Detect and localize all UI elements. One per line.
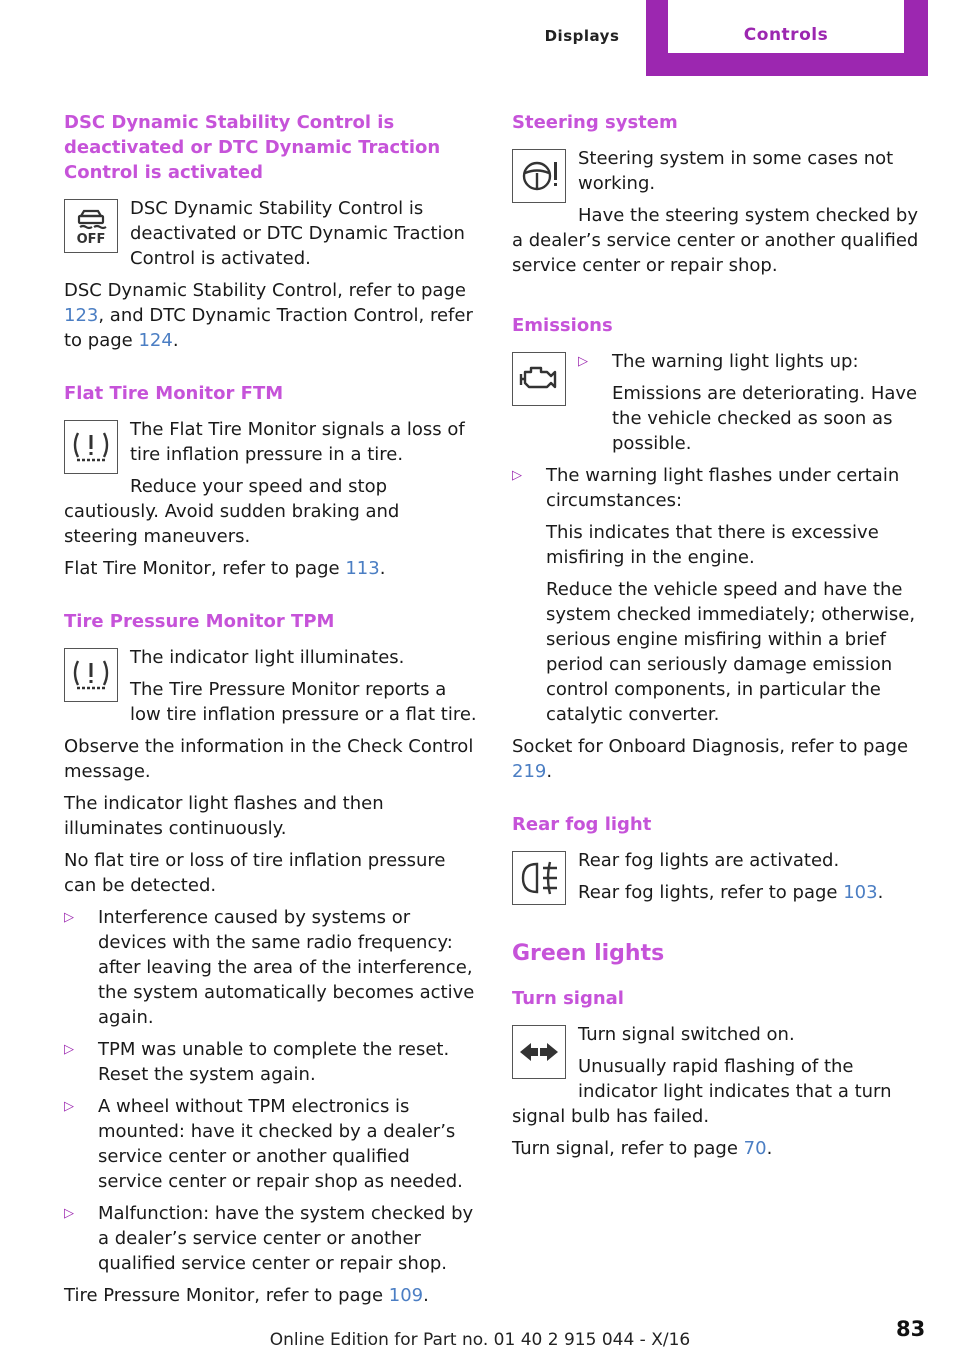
tpm-section bbox=[64, 609, 478, 1308]
tire-pressure-icon bbox=[64, 648, 118, 702]
tpm-text2: The Tire Pressure Monitor reports a low tire inflation pressure or a flat tire. bbox=[130, 679, 477, 725]
turn-ref: Turn signal, refer to page 70. bbox=[512, 1138, 773, 1159]
turn-heading: Turn signal bbox=[512, 988, 624, 1009]
green-lights-heading: Green lights bbox=[512, 941, 665, 966]
list-item: ▷ The warning light lights up: Emissions are deteriorating. Have the vehicle checked as soon as possible. bbox=[578, 349, 927, 456]
dsc-section bbox=[64, 110, 478, 353]
tpm-bullet-list bbox=[64, 905, 478, 1276]
dsc-off-icon bbox=[64, 199, 118, 253]
list-item: ▷ Malfunction: have the system checked by a dealer’s service center or another qualified service center or repair shop. bbox=[64, 1201, 478, 1276]
tpm-text5: No flat tire or loss of tire inflation pressure can be detected. bbox=[64, 850, 446, 896]
steering-section bbox=[512, 110, 927, 285]
svg-text:OFF: OFF bbox=[76, 232, 106, 246]
emissions-list-1 bbox=[578, 349, 927, 456]
emissions-section bbox=[512, 313, 927, 784]
tpm-heading: Tire Pressure Monitor TPM bbox=[64, 611, 335, 632]
ftm-heading: Flat Tire Monitor FTM bbox=[64, 383, 284, 404]
page-link-103[interactable]: 103 bbox=[843, 882, 878, 903]
page-link-109[interactable]: 109 bbox=[388, 1285, 424, 1306]
emissions-list-2 bbox=[512, 463, 927, 727]
turn-signal-icon bbox=[512, 1025, 566, 1079]
emissions-heading: Emissions bbox=[512, 315, 613, 336]
ftm-section bbox=[64, 381, 478, 581]
fog-section bbox=[512, 812, 927, 912]
ftm-ref: Flat Tire Monitor, refer to page 113. bbox=[64, 558, 386, 579]
fog-text1: Rear fog lights are activated. bbox=[578, 850, 840, 871]
list-item: ▷ The warning light flashes under certain circumstances: This indicates that there is excessive misfiring in the engine. Reduce the vehicle speed and have the system checked immediately; otherwise, serious engine misfiring within a brief period can seriously damage emission control components, in particular the catalytic converter. bbox=[512, 463, 927, 727]
page-link-123[interactable]: 123 bbox=[64, 305, 99, 326]
tab-displays[interactable]: Displays bbox=[544, 27, 620, 45]
dsc-heading: DSC Dynamic Stability Control is deactivated or DTC Dynamic Traction Control is activated bbox=[64, 112, 441, 183]
steering-text1: Steering system in some cases not working. bbox=[578, 148, 894, 194]
rear-fog-light-icon bbox=[512, 851, 566, 905]
page-link-113[interactable]: 113 bbox=[345, 558, 380, 579]
list-item: ▷ A wheel without TPM electronics is mounted: have it checked by a dealer’s service center or another qualified service center or repair shop as needed. bbox=[64, 1094, 478, 1194]
dsc-ref: DSC Dynamic Stability Control, refer to page 123, and DTC Dynamic Traction Control, refer to page 124. bbox=[64, 280, 473, 351]
steering-heading: Steering system bbox=[512, 112, 678, 133]
page-number: 83 bbox=[896, 1317, 926, 1341]
steering-text2: Have the steering system checked by a dealer’s service center or another qualified service center or repair shop. bbox=[512, 205, 919, 276]
engine-icon bbox=[512, 352, 566, 406]
list-item: ▷ TPM was unable to complete the reset. Reset the system again. bbox=[64, 1037, 478, 1087]
tpm-ref: Tire Pressure Monitor, refer to page 109. bbox=[64, 1285, 429, 1306]
fog-heading: Rear fog light bbox=[512, 814, 652, 835]
steering-wheel-warning-icon bbox=[512, 149, 566, 203]
page-link-70[interactable]: 70 bbox=[743, 1138, 767, 1159]
turn-text1: Turn signal switched on. bbox=[578, 1024, 795, 1045]
turn-signal-section bbox=[512, 986, 927, 1161]
emissions-ref: Socket for Onboard Diagnosis, refer to page 219. bbox=[512, 736, 909, 782]
ftm-text1: The Flat Tire Monitor signals a loss of tire inflation pressure in a tire. bbox=[130, 419, 465, 465]
tpm-text3: Observe the information in the Check Control message. bbox=[64, 736, 474, 782]
tab-controls[interactable] bbox=[646, 0, 928, 76]
fog-ref: Rear fog lights, refer to page 103. bbox=[578, 882, 884, 903]
tpm-text1: The indicator light illuminates. bbox=[130, 647, 405, 668]
list-item: ▷ Interference caused by systems or devices with the same radio frequency: after leaving the area of the interference, the system automatically becomes active again. bbox=[64, 905, 478, 1030]
page-link-124[interactable]: 124 bbox=[138, 330, 173, 351]
turn-text2: Unusually rapid flashing of the indicator light indicates that a turn signal bulb has failed. bbox=[512, 1056, 892, 1127]
page-link-219[interactable]: 219 bbox=[512, 761, 547, 782]
tpm-text4: The indicator light flashes and then illuminates continuously. bbox=[64, 793, 384, 839]
ftm-text2: Reduce your speed and stop cautiously. Avoid sudden braking and steering maneuvers. bbox=[64, 476, 400, 547]
tire-warning-icon bbox=[64, 420, 118, 474]
footer-edition: Online Edition for Part no. 01 40 2 915 044 - X/16 bbox=[269, 1330, 691, 1350]
tab-controls-label: Controls bbox=[668, 0, 904, 53]
right-column bbox=[512, 110, 927, 1189]
dsc-text: DSC Dynamic Stability Control is deactivated or DTC Dynamic Traction Control is activated. bbox=[130, 198, 465, 269]
left-column bbox=[64, 110, 478, 1336]
